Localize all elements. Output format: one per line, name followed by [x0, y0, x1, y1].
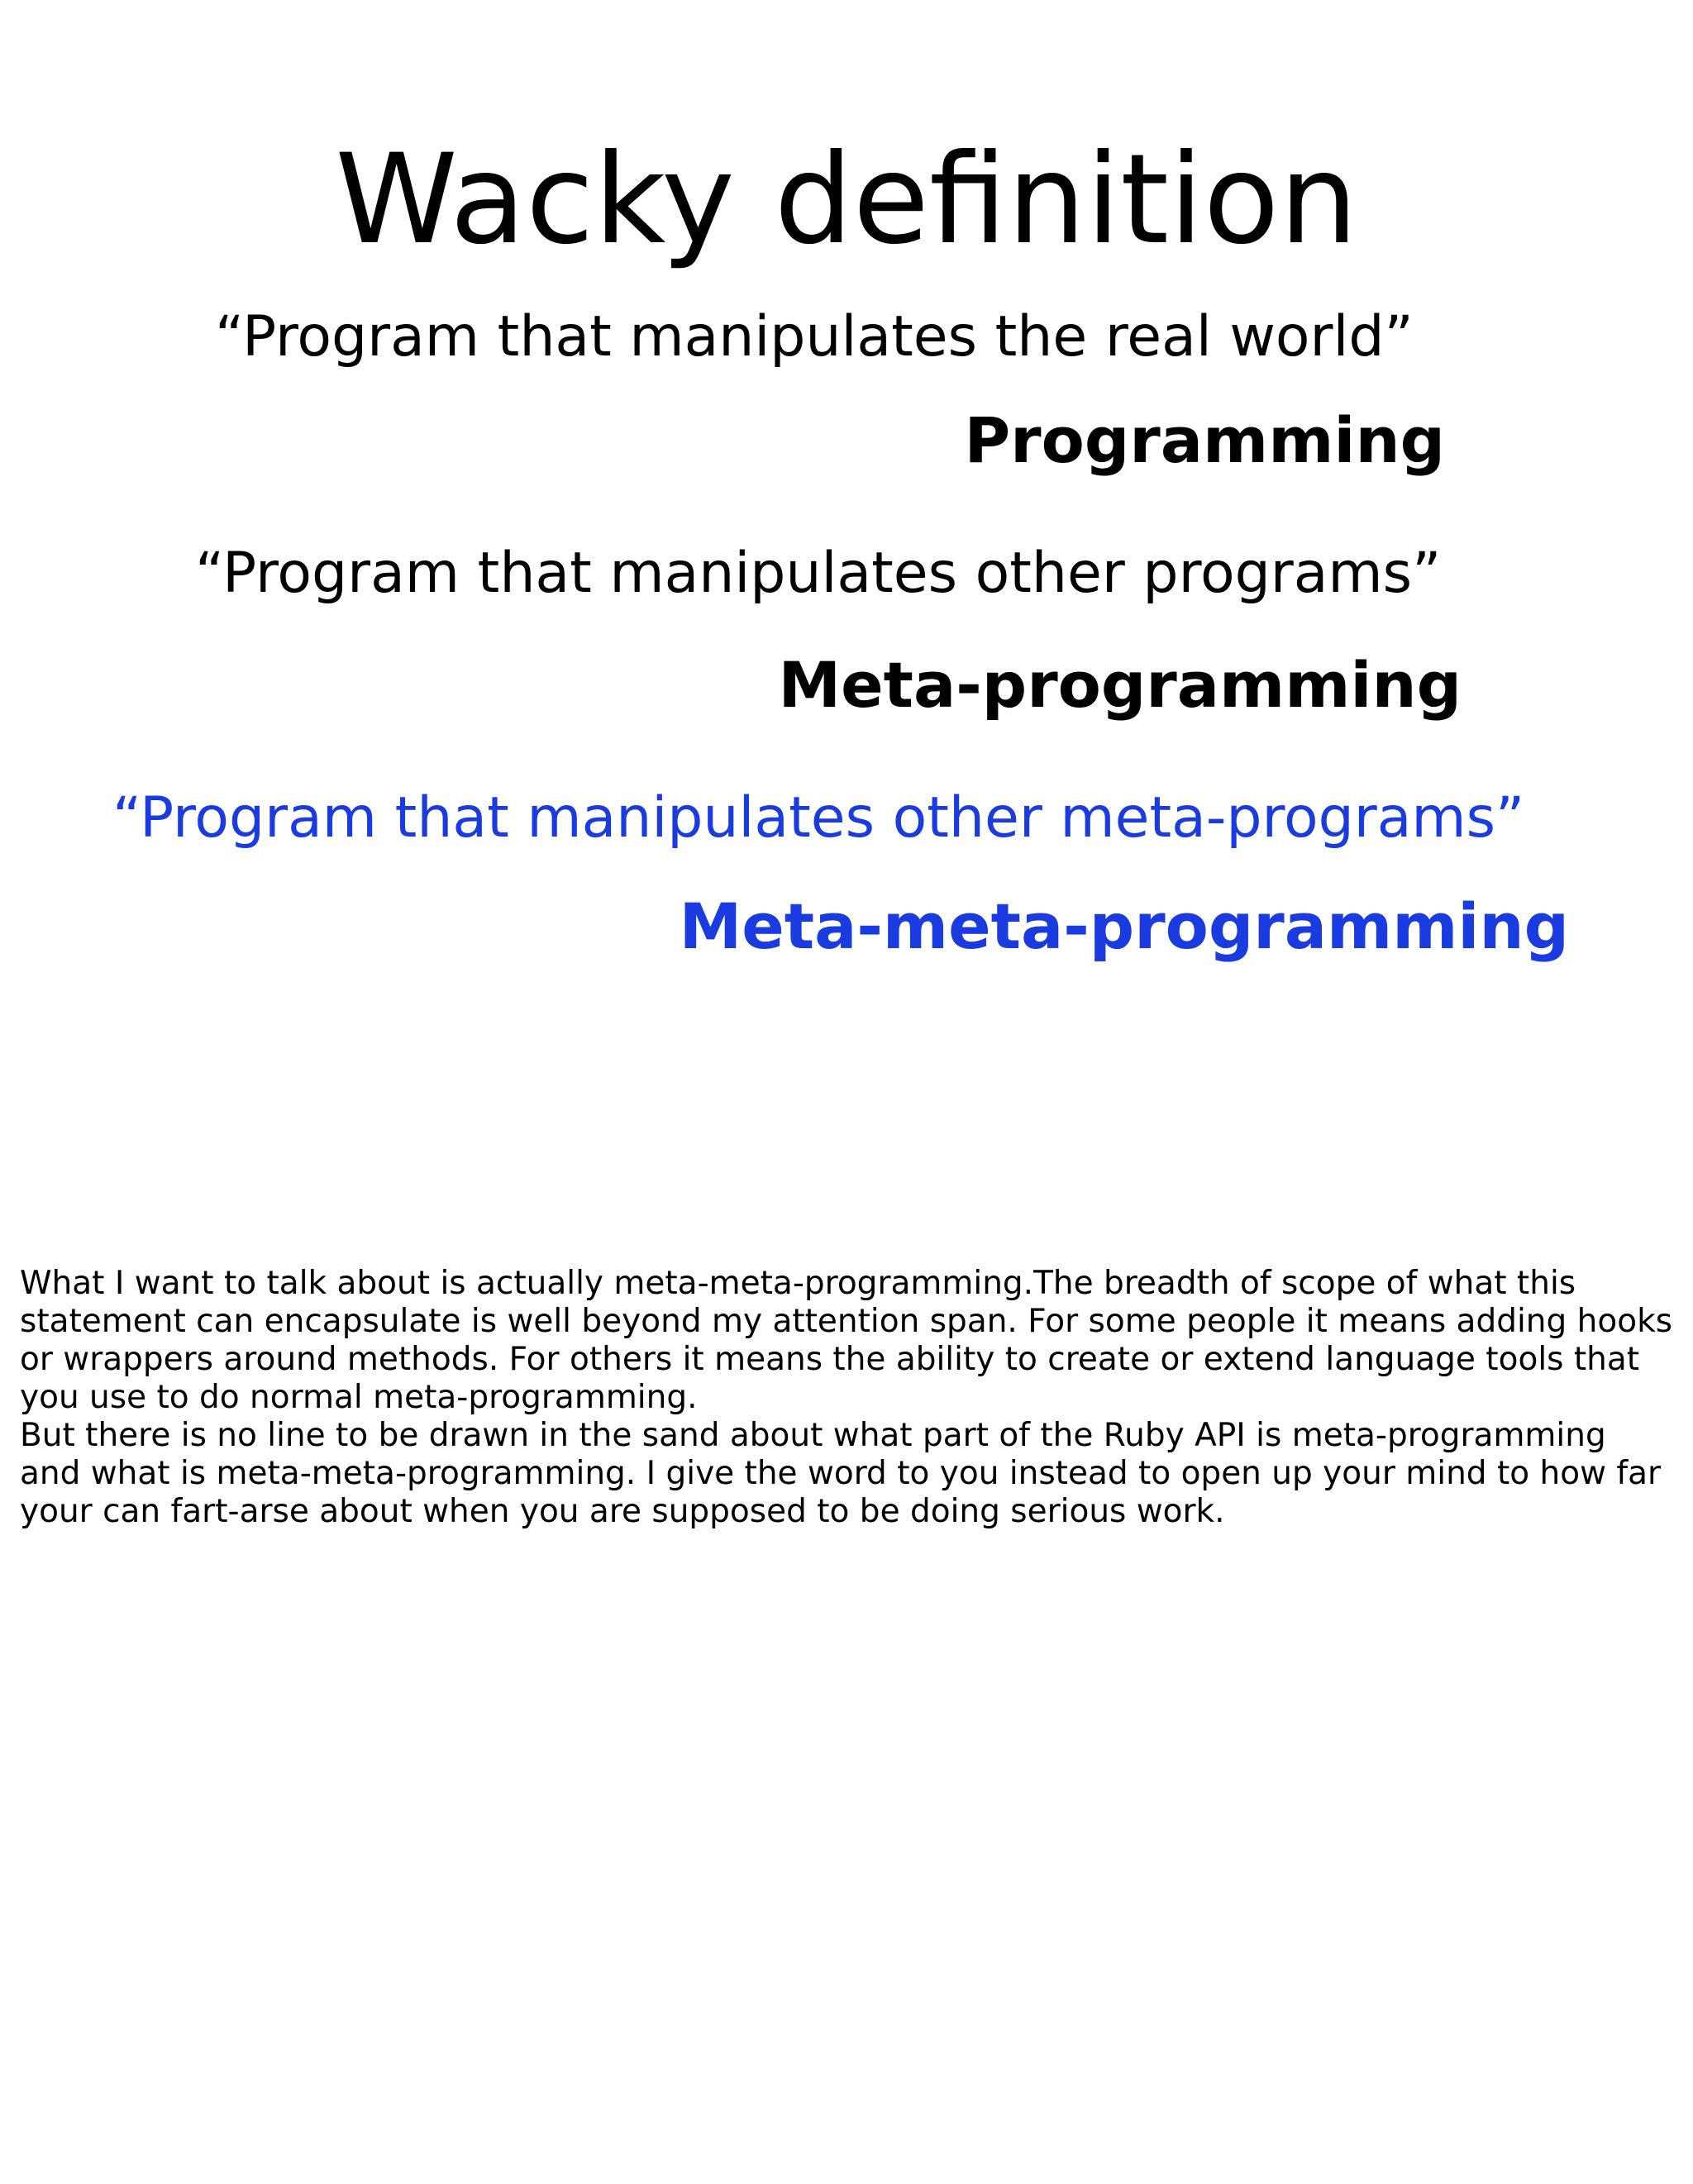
definition-quote-programming: “Program that manipulates the real world” — [215, 304, 1414, 370]
notes-paragraph: What I want to talk about is actually meta-meta-programming.The breadth of scope of what this statement can encapsulate is well beyond my attention span. For some people it means adding hooks or wrappers around methods. For others it means the ability to create or extend language tools that you use to do normal meta-programming. — [20, 1265, 1673, 1416]
notes-paragraph: But there is no line to be drawn in the sand about what part of the Ruby API is meta-programming and what is meta-meta-programming. I give the word to you instead to open up your mind to how far your can fart-arse about when you are supposed to be doing serious work. — [20, 1417, 1662, 1530]
speaker-notes — [20, 1265, 1673, 1531]
definition-term-meta-programming: Meta-programming — [778, 648, 1462, 722]
definition-term-programming: Programming — [964, 403, 1445, 477]
definition-quote-meta-meta-programming: “Program that manipulates other meta-programs” — [112, 785, 1525, 851]
definition-term-meta-meta-programming: Meta-meta-programming — [679, 889, 1569, 963]
slide-title: Wacky definition — [335, 128, 1358, 272]
definition-quote-meta-programming: “Program that manipulates other programs” — [195, 541, 1442, 606]
